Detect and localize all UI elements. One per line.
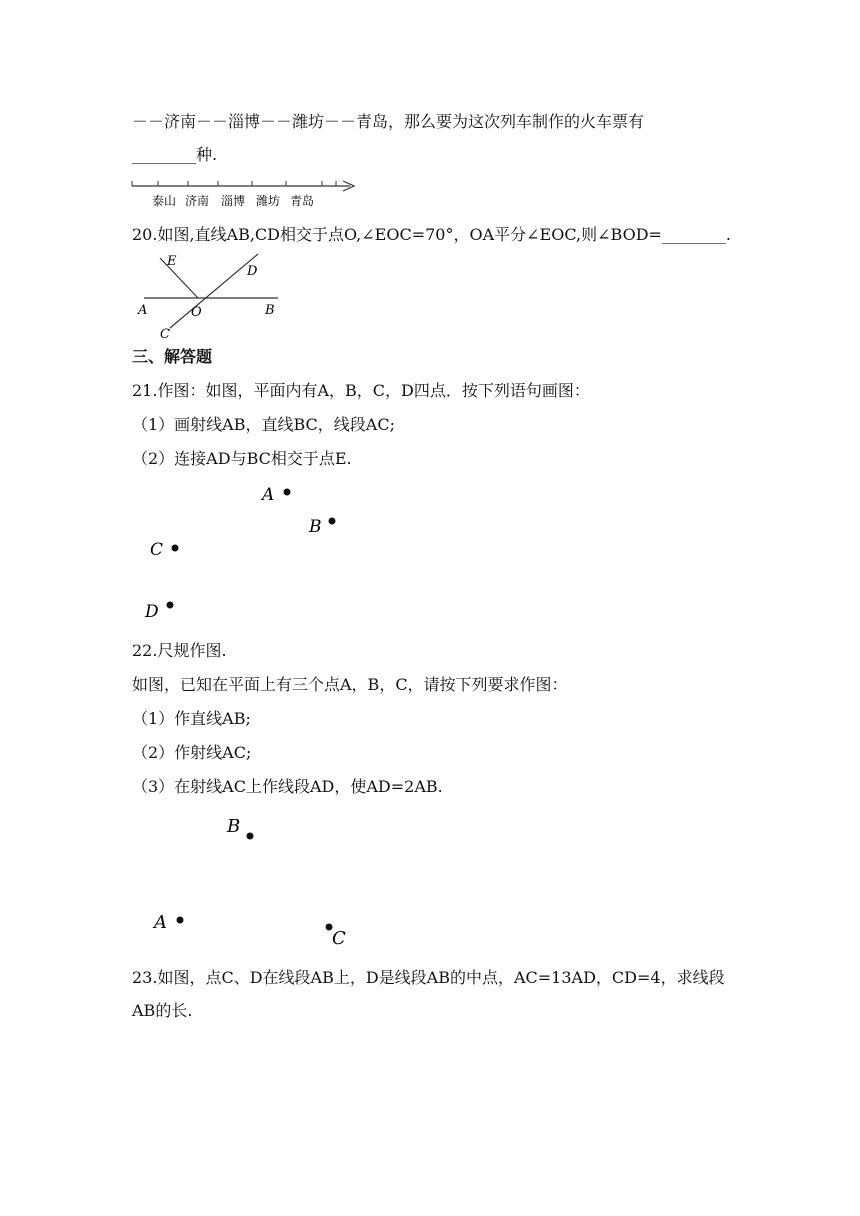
station-label: 济南 xyxy=(185,194,210,208)
point-A xyxy=(177,917,184,924)
q20-angle-figure xyxy=(130,250,290,342)
q22-text-line2: 如图，已知在平面上有三个点A，B，C，请按下列要求作图： xyxy=(132,675,568,694)
label-C: C xyxy=(150,540,164,560)
q22-text-line3: （1）作直线AB; xyxy=(132,709,251,728)
station-label: 青岛 xyxy=(290,194,315,208)
label-E: E xyxy=(167,254,177,269)
station-label: 泰山 xyxy=(152,194,177,208)
label-B: B xyxy=(265,303,275,318)
label-C: C xyxy=(332,928,346,949)
q22-text-line4: （2）作射线AC; xyxy=(132,743,252,762)
point-D xyxy=(167,602,174,609)
label-B: B xyxy=(227,816,241,837)
label-D: D xyxy=(247,264,258,279)
label-A: A xyxy=(262,485,275,505)
q21-text-line1: 21.作图：如图，平面内有A，B，C，D四点．按下列语句画图： xyxy=(132,381,590,400)
station-label: 淄博 xyxy=(221,194,246,208)
q22-text-line5: （3）在射线AC上作线段AD，使AD=2AB. xyxy=(132,777,443,796)
label-D: D xyxy=(145,602,159,622)
q19-railway-figure xyxy=(130,176,362,210)
label-A: A xyxy=(154,912,167,933)
label-B: B xyxy=(309,517,322,537)
label-C: C xyxy=(160,327,170,342)
point-A xyxy=(284,489,291,496)
point-B xyxy=(329,518,336,525)
q23-text-line1: 23.如图，点C、D在线段AB上，D是线段AB的中点，AC=13AD，CD=4，求线段 xyxy=(132,968,725,987)
q23-text-line2: AB的长. xyxy=(132,1001,193,1020)
q19-text-line1: －－济南－－淄博－－潍坊－－青岛，那么要为这次列车制作的火车票有 xyxy=(132,112,645,131)
q21-text-line2: （1）画射线AB，直线BC，线段AC; xyxy=(132,415,395,434)
station-label: 潍坊 xyxy=(256,194,281,208)
q22-text-line1: 22.尺规作图. xyxy=(132,641,227,660)
q21-text-line3: （2）连接AD与BC相交于点E. xyxy=(132,449,352,468)
point-B xyxy=(247,833,254,840)
label-A: A xyxy=(138,303,148,318)
q22-points-figure xyxy=(140,808,370,954)
q21-points-figure xyxy=(140,478,360,624)
q20-text: 20.如图,直线AB,CD相交于点O,∠EOC=70°，OA平分∠EOC,则∠BOD=________. xyxy=(132,225,732,244)
label-O: O xyxy=(191,305,202,320)
point-C xyxy=(172,545,179,552)
section-heading: 三、解答题 xyxy=(132,347,213,366)
q19-text-line2: ________种. xyxy=(132,145,218,164)
